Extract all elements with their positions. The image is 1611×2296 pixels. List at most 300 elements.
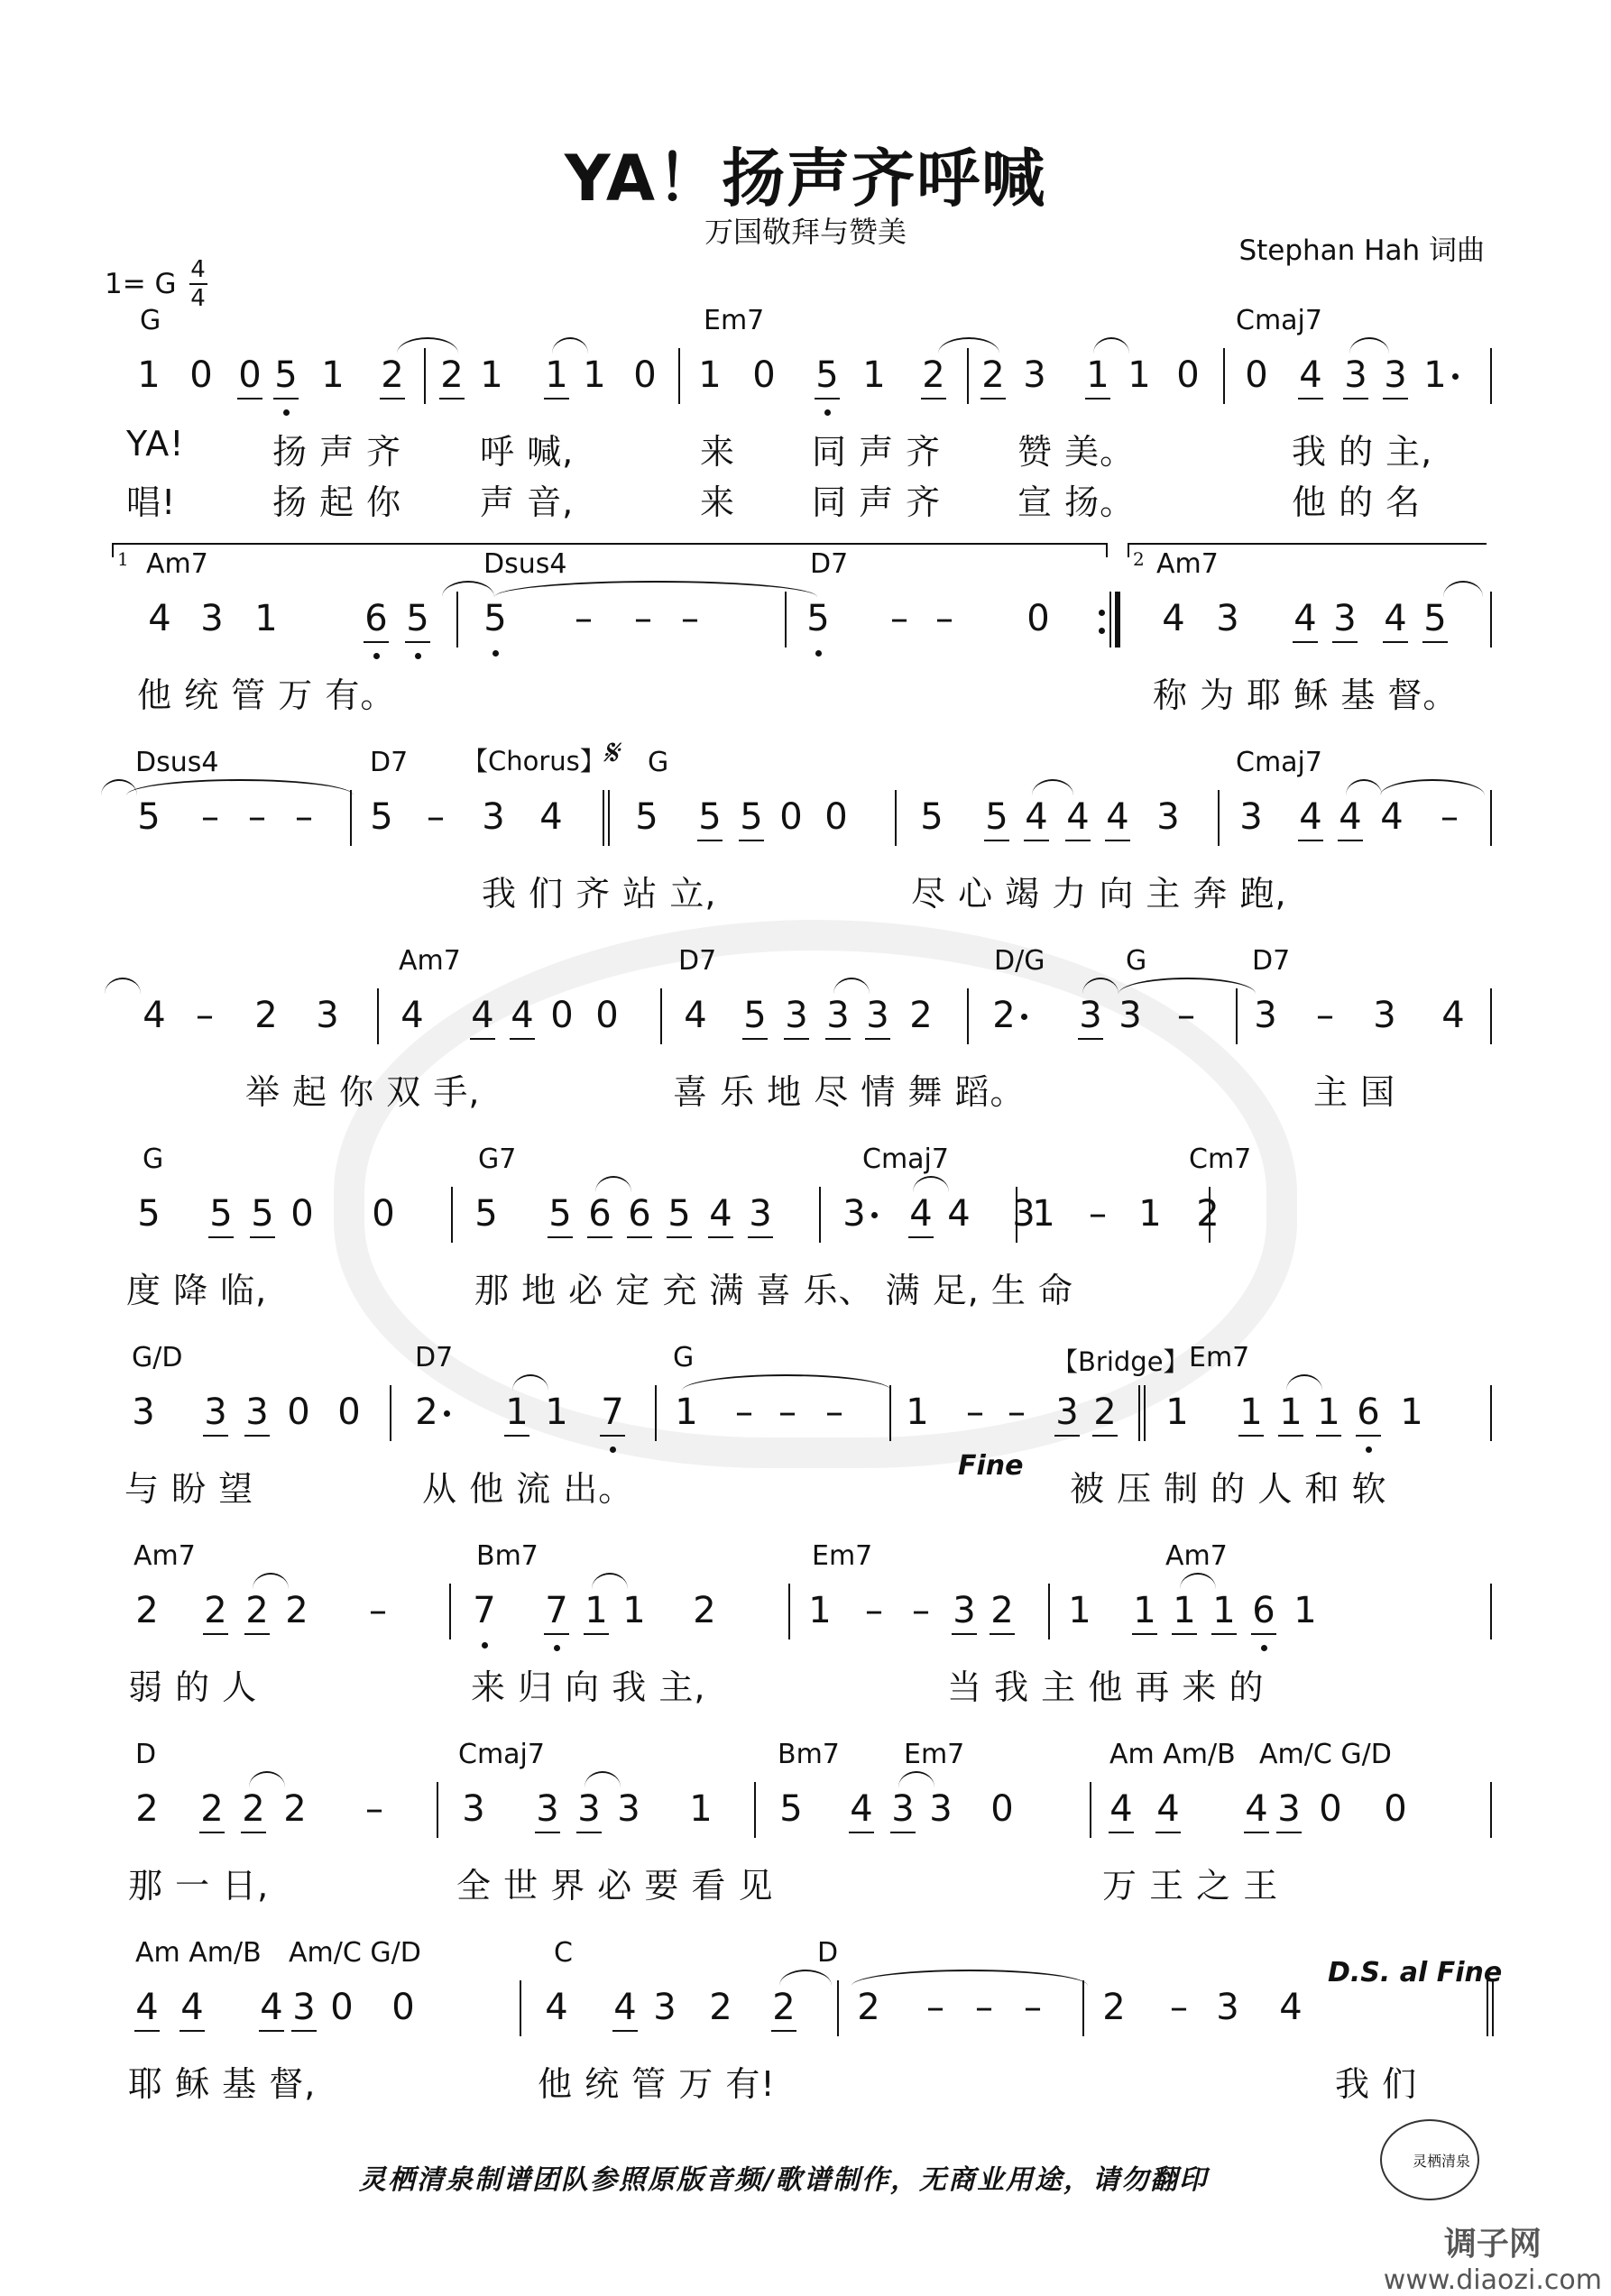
barline <box>1490 1584 1492 1639</box>
lyric-text: 称 为 耶 稣 基 督。 <box>1153 675 1459 715</box>
sustain-dash: – <box>248 796 266 838</box>
lyric-text: 宣 扬。 <box>1017 482 1136 522</box>
tie-slur <box>442 581 494 597</box>
note: 2 <box>135 1590 159 1631</box>
chord-symbol: D/G <box>994 945 1045 977</box>
copyright-notice: 灵栖清泉制谱团队参照原版音频/歌谱制作，无商业用途，请勿翻印 <box>359 2164 1208 2196</box>
barline <box>788 1584 790 1639</box>
note: 4 <box>1295 354 1326 397</box>
chord-symbol: Cmaj7 <box>458 1739 545 1770</box>
note: 2 <box>1196 1193 1220 1235</box>
note: 5 <box>1420 597 1450 640</box>
sustain-dash: – <box>975 1987 993 2028</box>
note: 1 <box>1293 1590 1317 1631</box>
note: 1 <box>1423 354 1447 396</box>
tie-slur <box>1082 978 1118 994</box>
note: 2 <box>242 1589 272 1632</box>
chord-symbol: Am7 <box>1165 1540 1228 1572</box>
chord-symbol: G <box>1126 945 1147 977</box>
note: 3 <box>1380 354 1411 397</box>
note: 0 <box>287 1391 310 1433</box>
note: 4 <box>1102 795 1133 839</box>
note: 4 <box>1335 795 1366 839</box>
lyric-text: 他 的 名 <box>1292 482 1422 522</box>
volta-bracket <box>112 543 1108 557</box>
note: 5 <box>736 795 767 839</box>
barline <box>1218 790 1220 846</box>
bridge-label: 【Bridge】 <box>1052 1346 1190 1377</box>
barline <box>1209 1187 1211 1243</box>
note: 0 <box>372 1193 395 1235</box>
lyric-text: 从 他 流 出。 <box>422 1469 634 1509</box>
chord-symbol: Bm7 <box>476 1540 539 1572</box>
tie-slur <box>1380 779 1485 795</box>
lyric-text: 我 们 齐 站 立, <box>482 874 717 914</box>
note: 6 <box>1248 1589 1279 1632</box>
note: 4 <box>846 1787 877 1831</box>
sustain-dash: – <box>926 1987 944 2028</box>
chord-symbol: Am7 <box>133 1540 196 1572</box>
chord-symbol: D <box>817 1937 839 1969</box>
note: 4 <box>1380 796 1404 838</box>
lyric-text: 唱! <box>126 482 177 522</box>
note: 2 <box>200 1589 231 1632</box>
note: 4 <box>507 994 538 1037</box>
site-url: www.diaozi.com <box>1383 2264 1602 2296</box>
note: 1 <box>808 1590 832 1631</box>
note: 7 <box>541 1589 572 1632</box>
note: 5 <box>480 597 511 640</box>
key-signature <box>105 258 207 310</box>
barline <box>785 592 787 647</box>
barline <box>377 988 379 1044</box>
note: 0 <box>1026 598 1050 639</box>
augmentation-dot <box>1021 1014 1027 1020</box>
barline <box>1090 1782 1091 1838</box>
note: 7 <box>469 1589 500 1632</box>
note: 4 <box>1153 1787 1183 1831</box>
note: 1 <box>583 354 606 396</box>
lyric-text: 举 起 你 双 手, <box>245 1072 481 1112</box>
note: 3 <box>1274 1787 1304 1831</box>
note: 3 <box>862 994 893 1037</box>
barline <box>1236 988 1238 1044</box>
note: 0 <box>633 354 657 396</box>
lyric-text: 来 <box>700 432 736 472</box>
barline <box>1490 790 1492 846</box>
note: 2 <box>285 1590 308 1631</box>
note: 2 <box>709 1987 732 2028</box>
lingqi-logo: 灵栖清泉 <box>1380 2119 1479 2200</box>
barline <box>1048 1584 1050 1639</box>
note: 5 <box>981 795 1012 839</box>
note: 3 <box>462 1788 485 1830</box>
note: 2 <box>197 1787 227 1831</box>
lyric-text: 我 的 主, <box>1292 432 1433 472</box>
barline <box>655 1385 657 1441</box>
chord-symbol: Am/C G/D <box>289 1937 421 1969</box>
note: 2 <box>987 1589 1017 1632</box>
note: 5 <box>247 1192 278 1235</box>
sustain-dash: – <box>365 1788 383 1830</box>
lyric-text: 被 压 制 的 人 和 软 <box>1070 1469 1387 1509</box>
note: 0 <box>1319 1788 1342 1830</box>
note: 6 <box>1353 1391 1384 1434</box>
lyric-text: 来 <box>700 482 736 522</box>
barline <box>1490 1385 1492 1441</box>
lyric-text: 弱 的 人 <box>128 1667 258 1707</box>
sustain-dash: – <box>912 1590 930 1631</box>
barline <box>837 1980 839 2036</box>
note: 3 <box>316 995 339 1036</box>
barline <box>520 1980 521 2036</box>
note: 4 <box>1441 995 1465 1036</box>
staff-system <box>0 1542 1611 1740</box>
note: 1 <box>1128 354 1151 396</box>
chord-symbol: Dsus4 <box>483 548 567 580</box>
tie-slur <box>682 1374 891 1391</box>
note: 1 <box>862 354 886 396</box>
note: 3 <box>1156 796 1180 838</box>
sustain-dash: – <box>369 1590 387 1631</box>
note: 5 <box>812 354 842 397</box>
sustain-dash: – <box>196 995 214 1036</box>
augmentation-dot <box>444 1410 450 1417</box>
sustain-dash: – <box>865 1590 883 1631</box>
note: 5 <box>206 1192 236 1235</box>
chord-symbol: Am7 <box>1156 548 1219 580</box>
barline <box>754 1782 756 1838</box>
note: 0 <box>779 796 803 838</box>
sustain-dash: – <box>966 1391 984 1433</box>
staff-system <box>0 1344 1611 1542</box>
lyric-text: 扬 起 你 <box>272 482 402 522</box>
lyric-text: 同 声 齐 <box>812 432 942 472</box>
sustain-dash: – <box>634 598 652 639</box>
staff-system <box>0 732 1611 947</box>
sustain-dash: – <box>1089 1193 1107 1235</box>
note: 5 <box>664 1192 695 1235</box>
tie-slur <box>249 1771 285 1787</box>
chord-symbol: Am/C G/D <box>1259 1739 1392 1770</box>
tie-slur <box>833 978 870 994</box>
note: 2 <box>283 1788 307 1830</box>
note: 5 <box>695 795 725 839</box>
chord-symbol: D7 <box>415 1342 454 1373</box>
barline <box>1016 1187 1017 1243</box>
note: 0 <box>290 1193 314 1235</box>
augmentation-dot <box>871 1212 878 1218</box>
sustain-dash: – <box>1008 1391 1026 1433</box>
barline <box>390 1385 391 1441</box>
note: 1 <box>1313 1391 1344 1434</box>
note: 1 <box>137 354 161 396</box>
note: 2 <box>909 995 933 1036</box>
note: 3 <box>532 1787 563 1831</box>
note: 1 <box>502 1391 532 1434</box>
key-label: 1= G <box>105 268 177 300</box>
augmentation-dot <box>1452 373 1459 380</box>
note: 0 <box>189 354 213 396</box>
note: 4 <box>1106 1787 1137 1831</box>
note: 0 <box>990 1788 1014 1830</box>
composer-credit: Stephan Hah 词曲 <box>1238 234 1485 267</box>
note: 0 <box>550 995 574 1036</box>
barline <box>1490 592 1492 647</box>
staff-system <box>0 947 1611 1145</box>
chord-symbol: Cmaj7 <box>1236 747 1322 778</box>
note: 2 <box>415 1391 438 1433</box>
lyric-text: 喜 乐 地 尽 情 舞 蹈。 <box>673 1072 1026 1112</box>
staff-system <box>0 550 1611 748</box>
barline <box>889 1385 891 1441</box>
note: 4 <box>539 796 563 838</box>
tie-slur <box>494 581 817 597</box>
lyric-text: 他 统 管 万 有。 <box>137 675 396 715</box>
note: 4 <box>143 995 166 1036</box>
note: 3 <box>888 1787 918 1831</box>
staff-system <box>0 1939 1611 2137</box>
sustain-dash: – <box>295 796 313 838</box>
sustain-dash: – <box>935 598 953 639</box>
tie-slur <box>1180 1573 1216 1589</box>
barline <box>449 1584 451 1639</box>
barline <box>1223 348 1225 404</box>
note: 2 <box>254 995 278 1036</box>
sustain-dash: – <box>778 1391 796 1433</box>
chord-symbol: G <box>673 1342 695 1373</box>
note: 3 <box>574 1787 604 1831</box>
note: 1 <box>321 354 345 396</box>
chord-symbol: Cm7 <box>1189 1143 1252 1175</box>
sustain-dash: – <box>1024 1987 1042 2028</box>
note: 3 <box>132 1391 155 1433</box>
note: 6 <box>361 597 391 640</box>
note: 3 <box>1330 597 1360 640</box>
lyric-text: 同 声 齐 <box>812 482 942 522</box>
lyric-text: 他 统 管 万 有! <box>538 2064 776 2104</box>
site-name: 调子网 <box>1443 2226 1542 2263</box>
note: 1 <box>906 1391 929 1433</box>
double-barline <box>603 790 610 846</box>
double-barline <box>1487 1980 1494 2036</box>
sustain-dash: – <box>1316 995 1334 1036</box>
tie-slur <box>1093 337 1129 354</box>
chorus-label: 【Chorus】 <box>462 746 606 776</box>
note: 3 <box>653 1987 677 2028</box>
note: 3 <box>1373 995 1396 1036</box>
note: 3 <box>823 994 853 1037</box>
tie-slur <box>1346 779 1382 795</box>
note: 3 <box>242 1391 272 1434</box>
note: 5 <box>137 796 161 838</box>
note: 4 <box>947 1193 971 1235</box>
note: 4 <box>400 995 424 1036</box>
note: 4 <box>1241 1787 1272 1831</box>
barline <box>660 988 662 1044</box>
note: 3 <box>1216 598 1239 639</box>
note: 2 <box>1102 1987 1126 2028</box>
note: 3 <box>1012 1193 1036 1235</box>
sustain-dash: – <box>1170 1987 1188 2028</box>
repeat-dot <box>1099 610 1105 616</box>
chord-symbol: D7 <box>810 548 849 580</box>
note: 4 <box>705 1192 736 1235</box>
sustain-dash: – <box>427 796 445 838</box>
sustain-dash: – <box>735 1391 753 1433</box>
lyric-text: 全 世 界 必 要 看 见 <box>456 1866 774 1906</box>
repeat-dot <box>1099 628 1105 634</box>
note: 3 <box>745 1192 776 1235</box>
chord-symbol: Bm7 <box>778 1739 840 1770</box>
note: 2 <box>693 1590 716 1631</box>
song-subtitle: 万国敬拜与赞美 <box>704 215 907 249</box>
volta-number: 2 <box>1133 548 1145 570</box>
note: 4 <box>177 1986 207 2029</box>
sustain-dash: – <box>825 1391 843 1433</box>
barline <box>1082 1980 1084 2036</box>
barline <box>451 1187 453 1243</box>
tie-slur <box>253 1573 289 1589</box>
note: 1 <box>698 354 722 396</box>
note: 3 <box>929 1788 953 1830</box>
note: 4 <box>545 1987 568 2028</box>
note: 5 <box>402 597 433 640</box>
note: 1 <box>1169 1589 1200 1632</box>
note: 4 <box>684 995 707 1036</box>
note: 4 <box>1063 795 1093 839</box>
note: 2 <box>377 354 408 397</box>
note: 2 <box>437 354 467 397</box>
chord-symbol: Am7 <box>146 548 208 580</box>
barline <box>1490 348 1492 404</box>
note: 1 <box>545 1391 568 1433</box>
note: 5 <box>137 1193 161 1235</box>
note: 4 <box>1295 795 1326 839</box>
chord-symbol: Am7 <box>399 945 461 977</box>
note: 1 <box>689 1788 713 1830</box>
tie-slur <box>779 1970 832 1986</box>
note: 2 <box>1090 1391 1120 1434</box>
chord-symbol: Am Am/B <box>1109 1739 1236 1770</box>
note: 3 <box>1340 354 1371 397</box>
note: 5 <box>370 796 393 838</box>
lyric-text: 主 国 <box>1313 1072 1396 1112</box>
note: 2 <box>857 1987 880 2028</box>
note: 3 <box>1075 994 1106 1037</box>
lyric-text: 耶 稣 基 督, <box>128 2064 317 2104</box>
note: 5 <box>635 796 658 838</box>
sustain-dash: – <box>201 796 219 838</box>
chord-symbol: G <box>143 1143 164 1175</box>
barline <box>350 790 352 846</box>
lyric-text: 来 归 向 我 主, <box>471 1667 706 1707</box>
chord-symbol: D <box>135 1739 157 1770</box>
lyric-text: 扬 声 齐 <box>272 432 402 472</box>
note: 1 <box>1236 1391 1266 1434</box>
sustain-dash: – <box>1441 796 1459 838</box>
note: 2 <box>135 1788 159 1830</box>
note: 5 <box>803 597 833 640</box>
note: 3 <box>1239 796 1263 838</box>
note: 3 <box>1254 995 1277 1036</box>
song-title: YA！扬声齐呼喊 <box>564 142 1047 216</box>
note: 0 <box>330 1987 354 2028</box>
note: 4 <box>148 598 171 639</box>
lyric-text: 与 盼 望 <box>124 1469 254 1509</box>
note: 5 <box>271 354 301 397</box>
note: 4 <box>132 1986 162 2029</box>
tie-slur <box>105 978 141 994</box>
note: 6 <box>624 1192 655 1235</box>
chord-symbol: D7 <box>1252 945 1291 977</box>
note: 0 <box>391 1987 415 2028</box>
lyric-text: YA! <box>126 424 185 464</box>
tie-slur <box>913 1176 949 1192</box>
note: 1 <box>1209 1589 1239 1632</box>
tie-slur <box>938 337 999 354</box>
lyric-text: 万 王 之 王 <box>1102 1866 1279 1906</box>
lyric-text: 那 一 日, <box>128 1866 270 1906</box>
note: 4 <box>1380 597 1411 640</box>
barline <box>967 988 969 1044</box>
sustain-dash: – <box>1177 995 1195 1036</box>
note: 4 <box>467 994 498 1037</box>
note: 0 <box>824 796 848 838</box>
note: 3 <box>949 1589 980 1632</box>
tie-slur <box>1443 581 1483 597</box>
note: 1 <box>1082 354 1113 397</box>
chord-symbol: G7 <box>478 1143 517 1175</box>
tie-slur <box>1286 1374 1322 1391</box>
note: 1 <box>254 598 278 639</box>
tie-slur <box>595 1176 631 1192</box>
tie-slur <box>1349 337 1389 354</box>
note: 1 <box>675 1391 698 1433</box>
barline <box>678 348 680 404</box>
note: 0 <box>752 354 776 396</box>
note: 3 <box>781 994 812 1037</box>
barline <box>424 348 426 404</box>
chord-symbol: G/D <box>132 1342 183 1373</box>
tie-slur <box>1032 779 1073 795</box>
chord-symbol: Am Am/B <box>135 1937 262 1969</box>
sustain-dash: – <box>890 598 908 639</box>
note: 3 <box>842 1193 866 1235</box>
chord-symbol: G <box>648 747 669 778</box>
barline <box>819 1187 821 1243</box>
lyric-text: 赞 美。 <box>1017 432 1136 472</box>
lyric-text: 我 们 <box>1335 2064 1418 2104</box>
note: 1 <box>1400 1391 1423 1433</box>
note: 2 <box>769 1986 799 2029</box>
barline <box>456 592 458 647</box>
note: 6 <box>585 1192 615 1235</box>
segno-icon: 𝄋 <box>603 732 619 774</box>
note: 2 <box>238 1787 269 1831</box>
tie-slur <box>126 779 354 795</box>
lyric-text: 尽 心 竭 力 向 主 奔 跑, <box>911 874 1287 914</box>
double-barline <box>1138 1385 1146 1441</box>
note: 0 <box>1384 1788 1407 1830</box>
tie-slur <box>592 1573 628 1589</box>
chord-symbol: Em7 <box>1189 1342 1250 1373</box>
note: 1 <box>581 1589 612 1632</box>
staff-system <box>0 305 1611 522</box>
note: 4 <box>1162 598 1185 639</box>
chord-symbol: Dsus4 <box>135 747 219 778</box>
note: 1 <box>1165 1391 1189 1433</box>
